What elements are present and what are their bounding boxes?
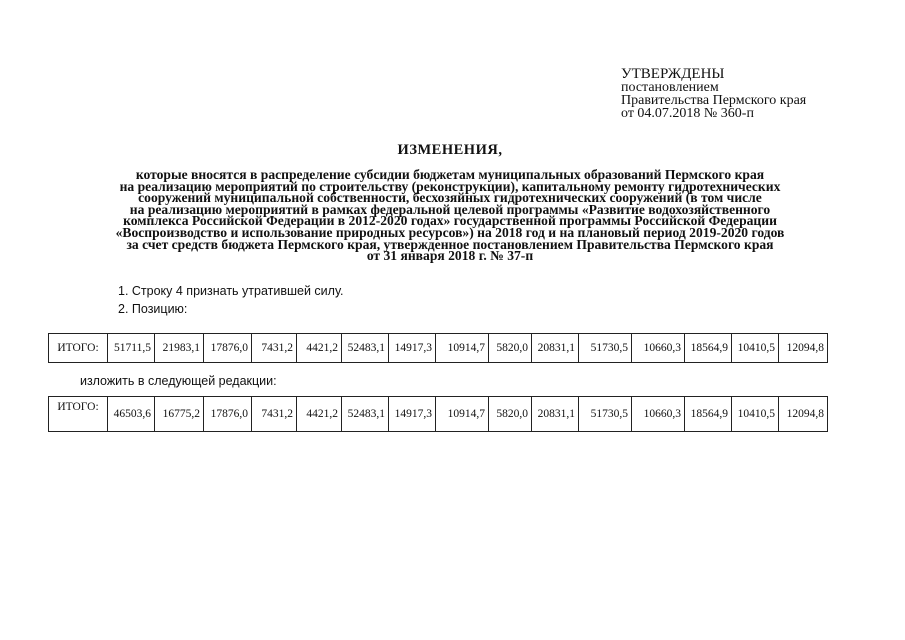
table-cell: 7431,2 [252,397,297,432]
table-total-label: ИТОГО: [49,334,108,363]
table-new-position [48,396,828,432]
table-cell: 10410,5 [732,334,779,363]
document-heading [60,142,840,262]
table-cell: 16775,2 [155,397,204,432]
table-cell: 5820,0 [489,334,532,363]
table-cell: 10660,3 [632,397,685,432]
table-cell: 12094,8 [779,397,828,432]
table-cell: 10914,7 [436,397,489,432]
table-cell: 46503,6 [108,397,155,432]
table-cell: 21983,1 [155,334,204,363]
table-cell: 14917,3 [389,334,436,363]
item-1-text: 1. Строку 4 признать утратившей силу. [118,284,344,298]
table-cell: 52483,1 [342,397,389,432]
heading-line: которые вносятся в распределение субсидии бюджетам муниципальных образований Пермского края [135,167,765,182]
table-cell: 18564,9 [685,397,732,432]
heading-line: на реализацию мероприятий в рамках федеральной целевой программы «Развитие водохозяйственного [129,201,771,217]
table-cell: 52483,1 [342,334,389,363]
heading-line: от 31 января 2018 г. № 37-п [366,248,534,264]
table-old-position [48,333,828,363]
table-cell: 51730,5 [579,334,632,363]
approval-line-date-number: от 04.07.2018 № 360-п [621,106,754,121]
table-cell: 10660,3 [632,334,685,363]
approval-stamp [621,68,806,120]
table-cell: 12094,8 [779,334,828,363]
heading-line: за счет средств бюджета Пермского края, утвержденное постановлением Правительства Пермского края [126,236,774,252]
table-cell: 18564,9 [685,334,732,363]
approval-line-approved: УТВЕРЖДЕНЫ [621,66,725,82]
table-cell: 17876,0 [204,397,252,432]
table-cell: 51730,5 [579,397,632,432]
table-cell: 10914,7 [436,334,489,363]
table-cell: 20831,1 [532,334,579,363]
table-cell: 4421,2 [297,334,342,363]
table-row [49,334,828,363]
replace-instruction-text: изложить в следующей редакции: [80,374,277,388]
table-cell: 4421,2 [297,397,342,432]
table-total-label: ИТОГО: [49,397,108,432]
document-title: ИЗМЕНЕНИЯ, [397,142,503,158]
table-cell: 14917,3 [389,397,436,432]
heading-line: сооружений муниципальной собственности, бесхозяйных гидротехнических сооружений (в том числе [138,190,762,206]
table-cell: 7431,2 [252,334,297,363]
table-cell: 51711,5 [108,334,155,363]
approval-line-government: Правительства Пермского края [621,93,807,108]
table-cell: 10410,5 [732,397,779,432]
heading-line: комплекса Российской Федерации в 2012-2020 годах» государственной программы Российской Федерации [123,213,777,229]
heading-line: на реализацию мероприятий по строительству (реконструкции), капитальному ремонту гидротехнических [119,178,781,194]
table-cell: 20831,1 [532,397,579,432]
table-cell: 17876,0 [204,334,252,363]
table-row [49,397,828,432]
table-cell: 5820,0 [489,397,532,432]
item-2-text: 2. Позицию: [118,302,188,316]
approval-line-resolution: постановлением [621,80,719,95]
heading-line: «Воспроизводство и использование природных ресурсов») на 2018 год и на плановый период 2019-2020 годов [115,224,785,240]
